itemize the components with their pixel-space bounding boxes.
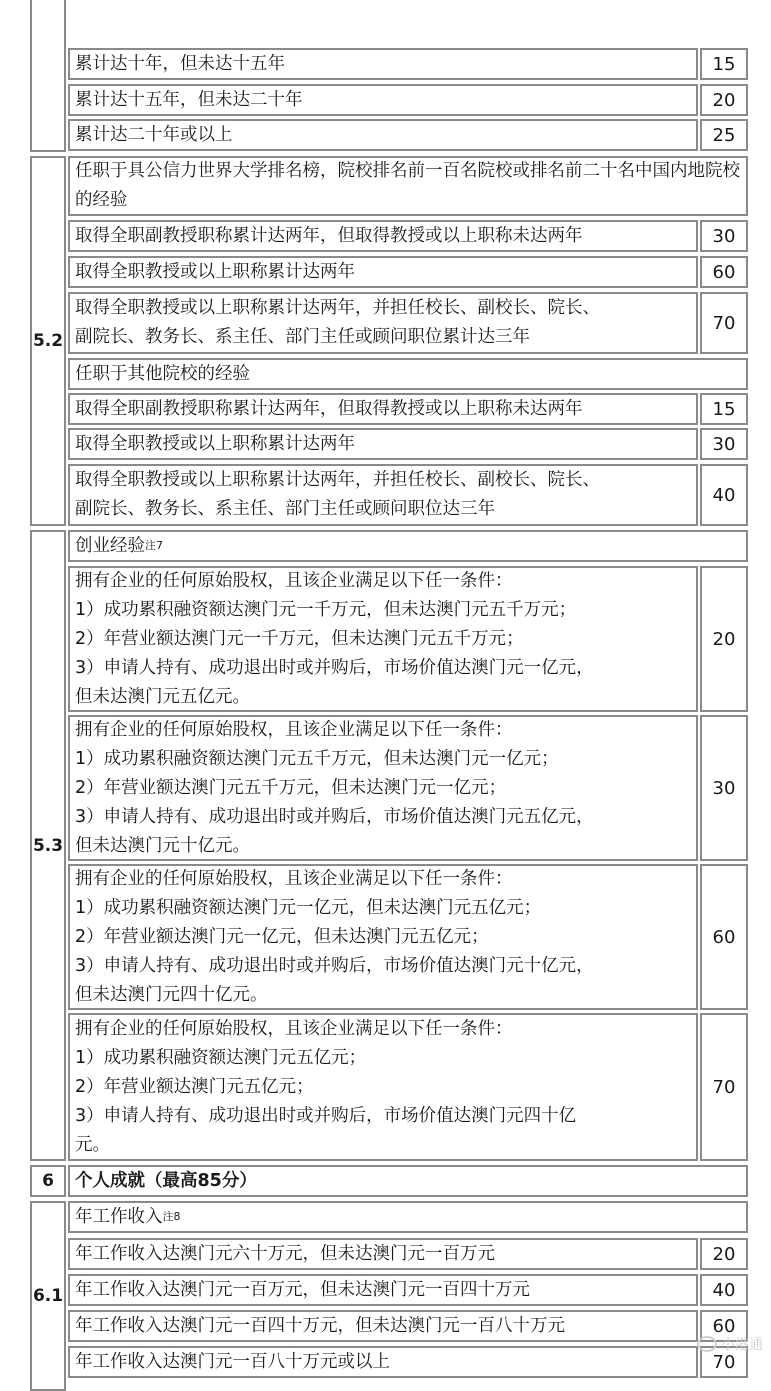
section-id-6-1: 6.1 — [30, 1201, 66, 1391]
table-row-points: 40 — [700, 464, 748, 526]
watermark — [697, 1334, 763, 1354]
table-row-points: 30 — [700, 220, 748, 252]
table-row-text: 取得全职副教授职称累计达两年，但取得教授或以上职称未达两年 — [68, 393, 698, 425]
group-heading: 任职于具公信力世界大学排名榜，院校排名前一百名院校或排名前二十名中国内地院校的经验 — [68, 156, 748, 216]
group-heading: 任职于其他院校的经验 — [68, 358, 748, 390]
table-row-points: 70 — [700, 292, 748, 354]
table-row-points: 15 — [700, 48, 748, 80]
table-row-points: 30 — [700, 715, 748, 861]
table-row-text: 取得全职教授或以上职称累计达两年 — [68, 256, 698, 288]
table-row-points: 60 — [700, 1310, 748, 1342]
table-row-points: 60 — [700, 864, 748, 1010]
table-row-text: 拥有企业的任何原始股权，且该企业满足以下任一条件： 1）成功累积融资额达澳门元五千万元，但未达澳门元一亿元； 2）年营业额达澳门元五千万元，但未达澳门元一亿元； 3）申请人持有、成功退出时或并购后，市场价值达澳门元五亿元， 但未达澳门元十亿元。 — [68, 715, 698, 861]
table-row-points: 70 — [700, 1013, 748, 1161]
table-row-points: 60 — [700, 256, 748, 288]
table-row-text: 累计达二十年或以上 — [68, 119, 698, 151]
table-row-text: 累计达十五年，但未达二十年 — [68, 84, 698, 116]
section-id-5-3: 5.3 — [30, 530, 66, 1161]
watermark-text: 小港通 — [721, 1337, 763, 1353]
table-row-points: 20 — [700, 566, 748, 712]
table-row-points: 25 — [700, 119, 748, 151]
group-heading-text: 年工作收入 — [75, 1207, 163, 1227]
table-row-text: 年工作收入达澳门元一百四十万元，但未达澳门元一百八十万元 — [68, 1310, 698, 1342]
group-heading-text: 创业经验 — [75, 536, 145, 556]
table-row-points: 40 — [700, 1274, 748, 1306]
table-row-text: 取得全职教授或以上职称累计达两年，并担任校长、副校长、院长、 副院长、教务长、系主任、部门主任或顾问职位达三年 — [68, 464, 698, 526]
table-row-text: 累计达十年，但未达十五年 — [68, 48, 698, 80]
table-row-points: 15 — [700, 393, 748, 425]
section-id-6: 6 — [30, 1165, 66, 1197]
table-row-text: 拥有企业的任何原始股权，且该企业满足以下任一条件： 1）成功累积融资额达澳门元一千万元，但未达澳门元五千万元； 2）年营业额达澳门元一千万元，但未达澳门元五千万元； 3）申请人持有、成功退出时或并购后，市场价值达澳门元一亿元， 但未达澳门元五亿元。 — [68, 566, 698, 712]
group-heading: 创业经验 注7 — [68, 530, 748, 562]
table-row-points: 20 — [700, 84, 748, 116]
table-row-text: 拥有企业的任何原始股权，且该企业满足以下任一条件： 1）成功累积融资额达澳门元一亿元，但未达澳门元五亿元； 2）年营业额达澳门元一亿元，但未达澳门元五亿元； 3）申请人持有、成功退出时或并购后，市场价值达澳门元十亿元， 但未达澳门元四十亿元。 — [68, 864, 698, 1010]
table-row-points: 70 — [700, 1346, 748, 1378]
group-heading: 年工作收入 注8 — [68, 1201, 748, 1233]
table-row-text: 年工作收入达澳门元一百万元，但未达澳门元一百四十万元 — [68, 1274, 698, 1306]
table-row-text: 取得全职教授或以上职称累计达两年 — [68, 428, 698, 460]
table-row-text: 取得全职副教授职称累计达两年，但取得教授或以上职称未达两年 — [68, 220, 698, 252]
table-row-points: 20 — [700, 1238, 748, 1270]
table-row-points: 30 — [700, 428, 748, 460]
wechat-icon — [697, 1336, 717, 1352]
table-row-text: 取得全职教授或以上职称累计达两年，并担任校长、副校长、院长、 副院长、教务长、系主任、部门主任或顾问职位累计达三年 — [68, 292, 698, 354]
table-row-text: 年工作收入达澳门元六十万元，但未达澳门元一百万元 — [68, 1238, 698, 1270]
section-id-5-2: 5.2 — [30, 156, 66, 526]
section-id-cell — [30, 0, 66, 152]
table-row-text: 年工作收入达澳门元一百八十万元或以上 — [68, 1346, 698, 1378]
table-row-text: 拥有企业的任何原始股权，且该企业满足以下任一条件： 1）成功累积融资额达澳门元五亿元； 2）年营业额达澳门元五亿元； 3）申请人持有、成功退出时或并购后，市场价值达澳门元四十亿 元。 — [68, 1013, 698, 1161]
section-heading: 个人成就（最高85分） — [68, 1165, 748, 1197]
